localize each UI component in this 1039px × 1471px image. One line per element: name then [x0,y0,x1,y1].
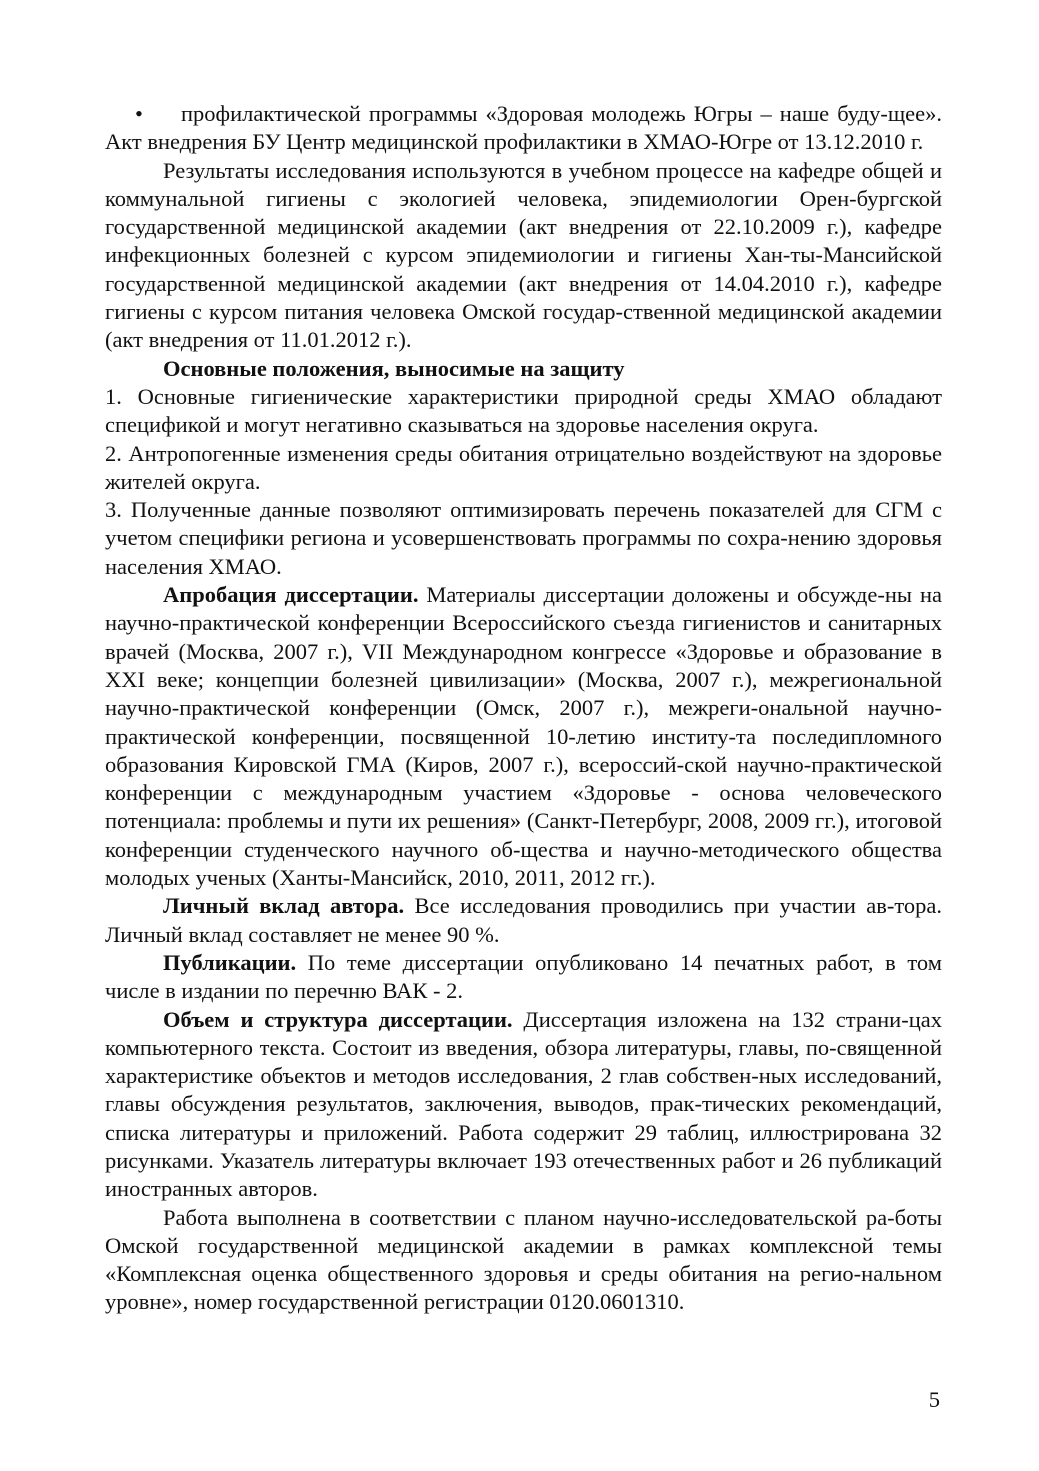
provision-item-2: 2. Антропогенные изменения среды обитания отрицательно воздействуют на здоровье жителей округа. [105,440,942,494]
approbation-text: Материалы диссертации доложены и обсужде-ны на научно-практической конференции Всероссийского съезда гигиенистов и санитарных врачей (Москва, 2007 г.), VII Международном конгрессе «Здоровье и образование в XXI веке; концепции болезней цивилизации» (Москва, 2007 г.), межрегиональной научно-практической конференции (Омск, 2007 г.), межреги-ональной научно-практической конференции, посвященной 10-летию институ-та последипломного образования Кировской ГМА (Киров, 2007 г.), всероссий-ской научно-практической конференции с международным участием «Здоровье - основа человеческого потенциала: проблемы и пути их решения» (Санкт-Петербург, 2008, 2009 гг.), итоговой конференции студенческого научного об-щества и научно-методического общества молодых ученых (Ханты-Мансийск, 2010, 2011, 2012 гг.). [105,582,943,891]
bullet-text: профилактической программы «Здоровая молодежь Югры – наше буду-щее». Акт внедрения БУ Центр медицинской профилактики в ХМАО-Югре от 13.12.2010 г. [105,101,942,155]
provision-item-3: 3. Полученные данные позволяют оптимизировать перечень показателей для СГМ с учетом специфики региона и усовершенствовать программы по сохра-нению здоровья населения ХМАО. [105,497,942,579]
structure-paragraph [105,1006,942,1204]
bullet-icon: • [135,101,143,126]
publications-paragraph [105,949,942,1006]
approbation-label: Апробация диссертации. [163,582,419,608]
page-number: 5 [928,1387,940,1412]
approbation-paragraph [105,581,942,892]
contribution-label: Личный вклад автора. [163,893,405,919]
structure-label: Объем и структура диссертации. [163,1006,513,1032]
plan-paragraph: Работа выполнена в соответствии с планом научно-исследовательской ра-боты Омской государственной медицинской академии в рамках комплексной темы «Комплексная оценка общественного здоровья и среды обитания на регио-нальном уровне», номер государственной регистрации 0120.0601310. [105,1204,942,1315]
structure-text: Диссертация изложена на 132 страни-цах компьютерного текста. Состоит из введения, обзора литературы, главы, по-священной характеристике объектов и методов исследования, 2 глав собствен-ных исследований, главы обсуждения результатов, заключения, выводов, прак-тических рекомендаций, списка литературы и приложений. Работа содержит 29 таблиц, иллюстрирована 32 рисунками. Указатель литературы включает 193 отечественных работ и 26 публикаций иностранных авторов. [105,1006,942,1202]
contribution-paragraph [105,892,942,949]
provision-item-1: 1. Основные гигиенические характеристики природной среды ХМАО обладают спецификой и могут негативно сказываться на здоровье населения округа. [105,383,942,438]
contribution-text: Все исследования проводились при участии ав-тора. Личный вклад составляет не менее 90 %. [105,893,942,947]
bullet-item [105,100,942,157]
provisions-heading: Основные положения, выносимые на защиту [163,355,625,381]
publications-text: По теме диссертации опубликовано 14 печатных работ, в том числе в издании по перечню ВАК - 2. [105,949,942,1004]
publications-label: Публикации. [163,949,297,975]
results-paragraph: Результаты исследования используются в учебном процессе на кафедре общей и коммунальной гигиены с экологией человека, эпидемиологии Орен-бургской государственной медицинской академии (акт внедрения от 22.10.2009 г.), кафедре инфекционных болезней с курсом эпидемиологии и гигиены Хан-ты-Мансийской государственной медицинской академии (акт внедрения от 14.04.2010 г.), кафедре гигиены с курсом питания человека Омской государ-ственной медицинской академии (акт внедрения от 11.01.2012 г.). [105,157,942,353]
document-page [105,100,942,1317]
